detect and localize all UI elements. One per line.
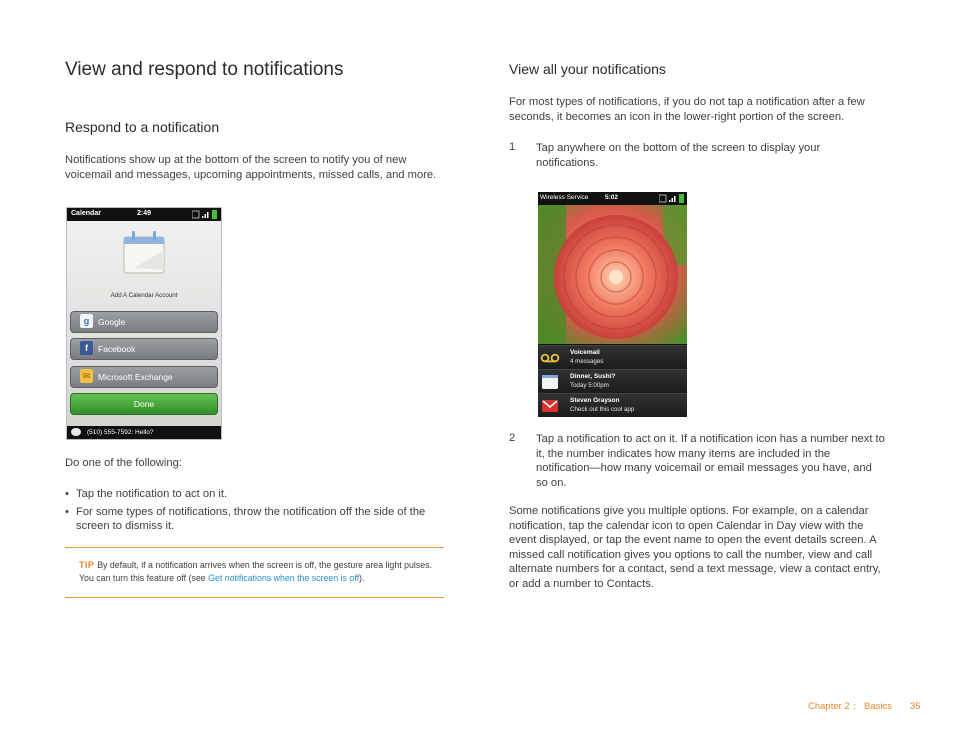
notification-title: Steven Grayson	[570, 397, 620, 404]
list-item: • For some types of notifications, throw the notification off the side of the screen to dismiss it.	[65, 505, 445, 534]
wallpaper-flower-image	[538, 205, 687, 344]
email-notification[interactable]	[538, 393, 687, 417]
google-account-button[interactable]	[70, 311, 218, 333]
notification-title: Dinner, Sushi?	[570, 373, 616, 380]
email-icon	[540, 397, 560, 414]
signal-battery-icon	[192, 209, 218, 220]
signal-battery-icon	[659, 193, 685, 204]
do-one-text: Do one of the following:	[65, 457, 182, 469]
respond-intro: Notifications show up at the bottom of the screen to notify you of new voicemail and messages, upcoming appointments, missed calls, and more.	[65, 154, 437, 181]
calendar-notification[interactable]	[538, 369, 687, 393]
section-heading-view-all: View all your notifications	[509, 61, 666, 77]
status-app-name: Calendar	[71, 210, 101, 217]
add-account-prompt: Add A Calendar Account	[110, 292, 178, 299]
notification-title: Voicemail	[570, 349, 600, 356]
google-icon: g	[80, 314, 93, 328]
status-time: 5:02	[605, 194, 619, 201]
calendar-icon	[540, 373, 560, 390]
calendar-icon	[120, 228, 170, 276]
notifications-screenshot	[538, 192, 687, 417]
facebook-account-button[interactable]	[70, 338, 218, 360]
calendar-account-screenshot	[66, 207, 222, 440]
notification-detail: Check out this cool app	[570, 406, 635, 413]
exchange-icon: ✉	[80, 369, 93, 383]
step-1-text: Tap anywhere on the bottom of the screen to display your notifications.	[536, 142, 821, 169]
page-number: 35	[910, 701, 921, 712]
step-2-number: 2	[509, 432, 516, 444]
notification-text: (510) 555-7592: Hello?	[87, 429, 154, 436]
notification-banner[interactable]	[67, 426, 221, 439]
list-item: • Tap the notification to act on it.	[65, 487, 445, 502]
status-bar	[67, 208, 221, 221]
google-label: Google	[98, 317, 126, 327]
step-2-text: Tap a notification to act on it. If a notification icon has a number next to it, the number indicates how many items are included in the notification—how many voicemail or email messages you have, and so on.	[536, 433, 885, 489]
tip-text	[79, 559, 439, 584]
page-title: View and respond to notifications	[65, 59, 344, 80]
tip-body: By default, if a notification arrives when the screen is off, the gesture area light pulses. You can turn this feature off (see	[79, 560, 432, 583]
view-all-intro: For most types of notifications, if you do not tap a notification after a few seconds, it becomes an icon in the lower-right portion of the screen.	[509, 96, 865, 123]
tip-label: TIP	[79, 560, 95, 570]
exchange-label: Microsoft Exchange	[98, 372, 173, 382]
facebook-icon: f	[80, 341, 93, 355]
voicemail-icon	[540, 349, 560, 366]
status-bar	[538, 192, 687, 205]
message-bubble-icon	[71, 428, 81, 436]
notification-detail: 4 messages	[570, 358, 604, 365]
tip-link[interactable]: Get notifications when the screen is off	[208, 572, 360, 583]
footer-separator: :	[853, 701, 856, 712]
voicemail-notification[interactable]	[538, 345, 687, 369]
options-paragraph: Some notifications give you multiple options. For example, on a calendar notification, tap the calendar icon to open Calendar in Day view with the event displayed, or tap the event name to open the event details screen. A missed call notification gives you options to call the number, view and call alternate numbers for a contact, send a text message, view a contact entry, or add a number to Contacts.	[509, 505, 881, 590]
exchange-account-button[interactable]	[70, 366, 218, 388]
notification-detail: Today 5:00pm	[570, 382, 609, 389]
tip-after: ).	[359, 572, 365, 583]
footer-section: Basics	[864, 701, 892, 712]
section-heading-respond: Respond to a notification	[65, 119, 220, 135]
options-list	[65, 487, 445, 537]
carrier-name: Wireless Service	[540, 194, 589, 201]
tip-box	[65, 547, 444, 598]
step-1-number: 1	[509, 141, 516, 153]
footer-chapter: Chapter 2	[808, 701, 850, 712]
status-time: 2:49	[137, 210, 152, 217]
facebook-label: Facebook	[98, 344, 136, 354]
done-button[interactable]: Done	[70, 393, 218, 415]
